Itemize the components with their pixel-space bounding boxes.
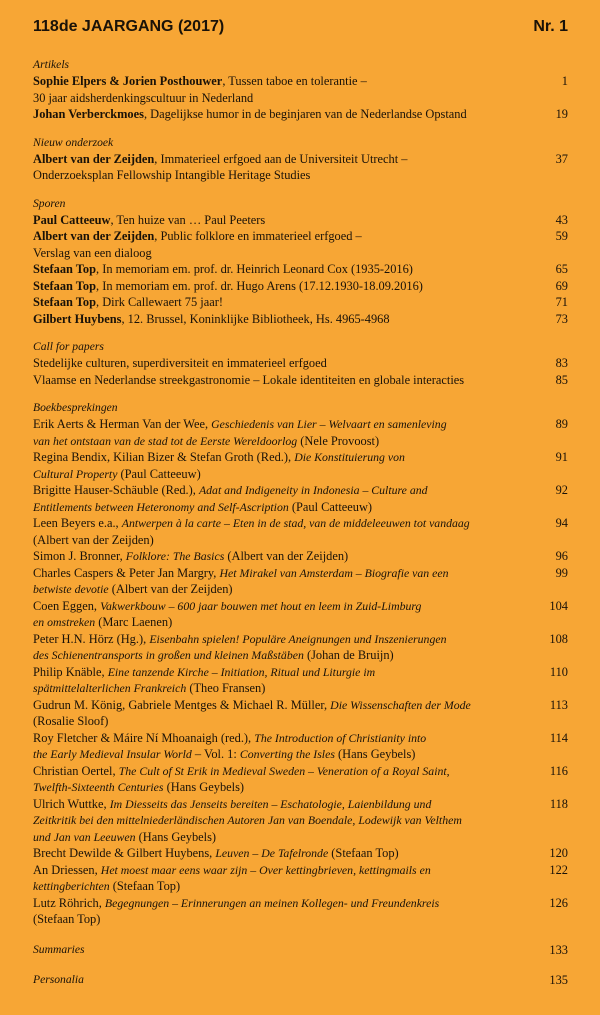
- review-book-title: Die Konstituierung von: [294, 450, 405, 464]
- review-reviewer: (Paul Catteeuw): [117, 466, 201, 481]
- review-reviewer: (Stefaan Top): [109, 879, 181, 893]
- review-book-title: Het moest maar eens waar zijn – Over kettingbrieven, kettingmails en: [100, 862, 431, 877]
- review-book-title: Begegnungen – Erinnerungen an meinen Kollegen- und Freundenkreis: [104, 895, 440, 910]
- review-book-title: Eine tanzende Kirche – Initiation, Ritual und Liturgie im: [107, 664, 376, 679]
- entry-title: Vlaamse en Nederlandse streekgastronomie – Lokale identiteiten en globale interacties: [33, 372, 465, 387]
- entry-title: , Dirk Callewaert 75 jaar!: [96, 295, 223, 309]
- review-book-title-cont: Zeitkritik bei den mittelniederländischen Autoren Jan van Boendale, Lodewijk van Velthem: [33, 813, 462, 827]
- toc-entry[interactable]: [33, 261, 568, 278]
- review-book-title-cont: the Early Medieval Insular World: [33, 747, 192, 761]
- review-book-title-cont2: und Jan van Leeuwen: [33, 829, 136, 844]
- page-number: 59: [555, 229, 568, 243]
- review-authors: Peter H.N. Hörz (Hg.),: [33, 631, 150, 646]
- review-entry[interactable]: [33, 482, 568, 515]
- entry-author: Sophie Elpers & Jorien Posthouwer: [33, 74, 223, 88]
- review-book-title: Antwerpen à la carte – Eten in de stad, van de middeleeuwen tot vandaag: [121, 516, 470, 530]
- volume-title: 118de JAARGANG (2017): [33, 18, 225, 35]
- review-authors: Brecht Dewilde & Gilbert Huybens,: [33, 846, 216, 860]
- page-number: 43: [555, 212, 568, 227]
- entry-title-cont: Onderzoeksplan Fellowship Intangible Heritage Studies: [33, 168, 311, 182]
- review-book-title-cont: Entitlements between Heteronomy and Self-Ascription: [33, 499, 289, 514]
- review-authors: Erik Aerts & Herman Van der Wee,: [33, 417, 212, 431]
- review-reviewer: (Paul Catteeuw): [288, 499, 373, 514]
- review-authors: Christian Oertel,: [33, 763, 119, 778]
- section-title: Boekbesprekingen: [33, 401, 118, 414]
- page-number: 92: [555, 483, 568, 497]
- review-reviewer: (Marc Laenen): [95, 615, 173, 629]
- toc-entry-summaries[interactable]: [33, 942, 568, 959]
- page-number: 133: [549, 942, 568, 957]
- toc-entry[interactable]: [33, 73, 568, 106]
- entry-title: , 12. Brussel, Koninklijke Bibliotheek, Hs. 4965-4968: [121, 311, 390, 326]
- section-title: Summaries: [33, 942, 85, 956]
- entry-title: , Ten huize van … Paul Peeters: [110, 212, 266, 227]
- entry-title-cont: Verslag van een dialoog: [33, 245, 152, 260]
- page-number: 19: [555, 107, 568, 121]
- section-sporen: [33, 196, 568, 328]
- page-number: 71: [555, 295, 568, 309]
- review-authors: Leen Beyers e.a.,: [33, 516, 122, 530]
- page-number: 85: [555, 372, 568, 387]
- review-entry[interactable]: [33, 763, 568, 796]
- toc-entry[interactable]: [33, 355, 568, 372]
- entry-author: Stefaan Top: [33, 295, 97, 309]
- review-book-title-cont: Cultural Property: [33, 466, 118, 481]
- toc-entry[interactable]: [33, 278, 568, 295]
- review-book-title-cont: spätmittelalterlichen Frankreich: [33, 681, 187, 695]
- entry-title: , In memoriam em. prof. dr. Hugo Arens (17.12.1930-18.09.2016): [96, 278, 423, 293]
- page-number: 116: [549, 763, 568, 778]
- review-authors: Gudrun M. König, Gabriele Mentges & Michael R. Müller,: [33, 697, 331, 712]
- review-authors: Coen Eggen,: [33, 598, 101, 613]
- review-book-title: Adat and Indigeneity in Indonesia – Culture and: [198, 483, 428, 497]
- review-book-title-cont: kettingberichten: [33, 879, 110, 893]
- review-book-title: The Cult of St Erik in Medieval Sweden – Veneration of a Royal Saint,: [118, 763, 450, 778]
- entry-author: Johan Verberckmoes: [33, 107, 144, 121]
- entry-title: , In memoriam em. prof. dr. Heinrich Leonard Cox (1935-2016): [96, 262, 413, 276]
- entry-title: , Immaterieel erfgoed aan de Universiteit Utrecht –: [154, 151, 408, 166]
- review-reviewer: (Johan de Bruijn): [303, 648, 394, 662]
- review-book-title-cont: des Schienentransports in großen und kleinen Maßstäben: [33, 648, 304, 662]
- page-number: 122: [549, 862, 568, 877]
- toc-entry[interactable]: [33, 212, 568, 229]
- review-entry[interactable]: [33, 565, 568, 598]
- review-entry[interactable]: [33, 515, 568, 548]
- page-number: 135: [549, 973, 568, 987]
- review-reviewer: (Hans Geybels): [163, 780, 245, 794]
- page-number: 126: [549, 895, 568, 910]
- page-number: 99: [555, 565, 568, 580]
- review-reviewer: (Stefaan Top): [328, 846, 399, 860]
- review-reviewer: (Albert van der Zeijden): [224, 549, 349, 563]
- review-reviewer: (Nele Provoost): [297, 433, 380, 448]
- review-book-title-cont: en omstreken: [33, 615, 96, 629]
- review-volume-title: Converting the Isles: [239, 747, 335, 761]
- section-nieuw-onderzoek: [33, 135, 568, 184]
- page-number: 104: [549, 598, 568, 613]
- section-boekbesprekingen: [33, 400, 568, 928]
- toc-entry[interactable]: [33, 151, 568, 184]
- entry-title: Stedelijke culturen, superdiversiteit en immaterieel erfgoed: [33, 356, 327, 370]
- toc-entry[interactable]: [33, 106, 568, 123]
- toc-entry[interactable]: [33, 294, 568, 311]
- page-number: 65: [555, 262, 568, 276]
- review-authors: Brigitte Hauser-Schäuble (Red.),: [33, 483, 199, 497]
- review-book-title: Geschiedenis van Lier – Welvaart en samenleving: [211, 417, 447, 431]
- review-book-title-cont: Twelfth-Sixteenth Centuries: [33, 780, 164, 794]
- page-number: 1: [561, 74, 568, 88]
- issue-number: Nr. 1: [533, 18, 568, 35]
- entry-title: , Tussen taboe en tolerantie –: [222, 74, 367, 88]
- review-book-title: Het Mirakel van Amsterdam – Biografie van een: [219, 565, 449, 580]
- section-call-for-papers: [33, 339, 568, 388]
- review-reviewer: (Hans Geybels): [334, 747, 416, 761]
- section-title: Sporen: [33, 196, 66, 210]
- entry-author: Albert van der Zeijden: [33, 229, 155, 243]
- review-entry[interactable]: [33, 796, 568, 846]
- review-entry[interactable]: [33, 598, 568, 631]
- page-number: 89: [555, 417, 568, 431]
- review-book-title: Eisenbahn spielen! Populäre Aneignungen und Inszenierungen: [149, 631, 447, 646]
- review-book-title: Die Wissenschaften der Mode: [330, 697, 471, 712]
- section-title: Personalia: [33, 973, 84, 986]
- review-entry[interactable]: [33, 697, 568, 730]
- review-authors: Simon J. Bronner,: [33, 549, 126, 563]
- review-book-title: Folklore: The Basics: [125, 549, 225, 563]
- review-reviewer: (Hans Geybels): [135, 829, 217, 844]
- review-book-title: Vakwerkbouw – 600 jaar bouwen met hout en leem in Zuid-Limburg: [100, 598, 422, 613]
- review-authors: Ulrich Wuttke,: [33, 796, 110, 811]
- masthead: [33, 18, 568, 36]
- page-number: 114: [549, 730, 568, 745]
- toc-entry-personalia[interactable]: [33, 972, 568, 989]
- page-number: 69: [555, 278, 568, 293]
- toc-entry[interactable]: [33, 372, 568, 389]
- page-number: 110: [549, 664, 568, 679]
- entry-title: , Dagelijkse humor in de beginjaren van de Nederlandse Opstand: [143, 107, 467, 121]
- review-reviewer: (Albert van der Zeijden): [108, 582, 233, 596]
- entry-author: Stefaan Top: [33, 262, 97, 276]
- page-number: 120: [549, 846, 568, 860]
- page-number: 113: [549, 697, 568, 712]
- section-title: Artikels: [33, 58, 70, 71]
- review-book-title: Leuven – De Tafelronde: [215, 846, 329, 860]
- review-volume: – Vol. 1:: [191, 747, 240, 761]
- section-title: Nieuw onderzoek: [33, 135, 114, 149]
- table-of-contents: [33, 57, 568, 989]
- review-book-title: The Introduction of Christianity into: [254, 730, 427, 745]
- review-book-title: Im Diesseits das Jenseits bereiten – Eschatologie, Laienbildung und: [109, 796, 432, 811]
- page-number: 91: [555, 450, 568, 464]
- review-authors: Roy Fletcher & Máire Ní Mhoanaigh (red.),: [33, 730, 255, 745]
- entry-author: Paul Catteeuw: [33, 212, 111, 227]
- page-number: 118: [549, 796, 568, 811]
- review-book-title-cont: betwiste devotie: [33, 582, 109, 596]
- review-authors: Regina Bendix, Kilian Bizer & Stefan Groth (Red.),: [33, 450, 295, 464]
- review-authors: Philip Knäble,: [33, 664, 108, 679]
- toc-entry[interactable]: [33, 228, 568, 261]
- review-entry[interactable]: [33, 845, 568, 862]
- review-entry[interactable]: [33, 449, 568, 482]
- entry-author: Albert van der Zeijden: [33, 151, 155, 166]
- review-reviewer: (Stefaan Top): [33, 912, 101, 926]
- entry-title-cont: 30 jaar aidsherdenkingscultuur in Nederland: [33, 90, 254, 105]
- review-authors: An Driessen,: [33, 862, 101, 877]
- review-entry[interactable]: [33, 664, 568, 697]
- page-number: 96: [555, 549, 568, 563]
- review-reviewer: (Rosalie Sloof): [33, 714, 109, 728]
- section-artikels: [33, 57, 568, 123]
- section-title: Call for papers: [33, 340, 104, 353]
- review-book-title-cont: van het ontstaan van de stad tot de Eerste Wereldoorlog: [33, 433, 298, 448]
- review-entry[interactable]: [33, 730, 568, 763]
- entry-author: Gilbert Huybens: [33, 311, 122, 326]
- page-number: 108: [549, 631, 568, 646]
- review-entry[interactable]: [33, 631, 568, 664]
- review-entry[interactable]: [33, 416, 568, 449]
- review-authors: Lutz Röhrich,: [33, 895, 105, 910]
- page-number: 83: [555, 356, 568, 370]
- review-entry[interactable]: [33, 862, 568, 895]
- review-entry[interactable]: [33, 895, 568, 928]
- review-reviewer: (Albert van der Zeijden): [33, 532, 154, 547]
- entry-title: , Public folklore en immaterieel erfgoed –: [154, 229, 362, 243]
- review-entry[interactable]: [33, 548, 568, 565]
- page-number: 73: [555, 311, 568, 326]
- entry-author: Stefaan Top: [33, 278, 97, 293]
- review-reviewer: (Theo Fransen): [186, 681, 266, 695]
- page-number: 94: [555, 516, 568, 530]
- toc-entry[interactable]: [33, 311, 568, 328]
- review-authors: Charles Caspers & Peter Jan Margry,: [33, 565, 220, 580]
- page-number: 37: [555, 151, 568, 166]
